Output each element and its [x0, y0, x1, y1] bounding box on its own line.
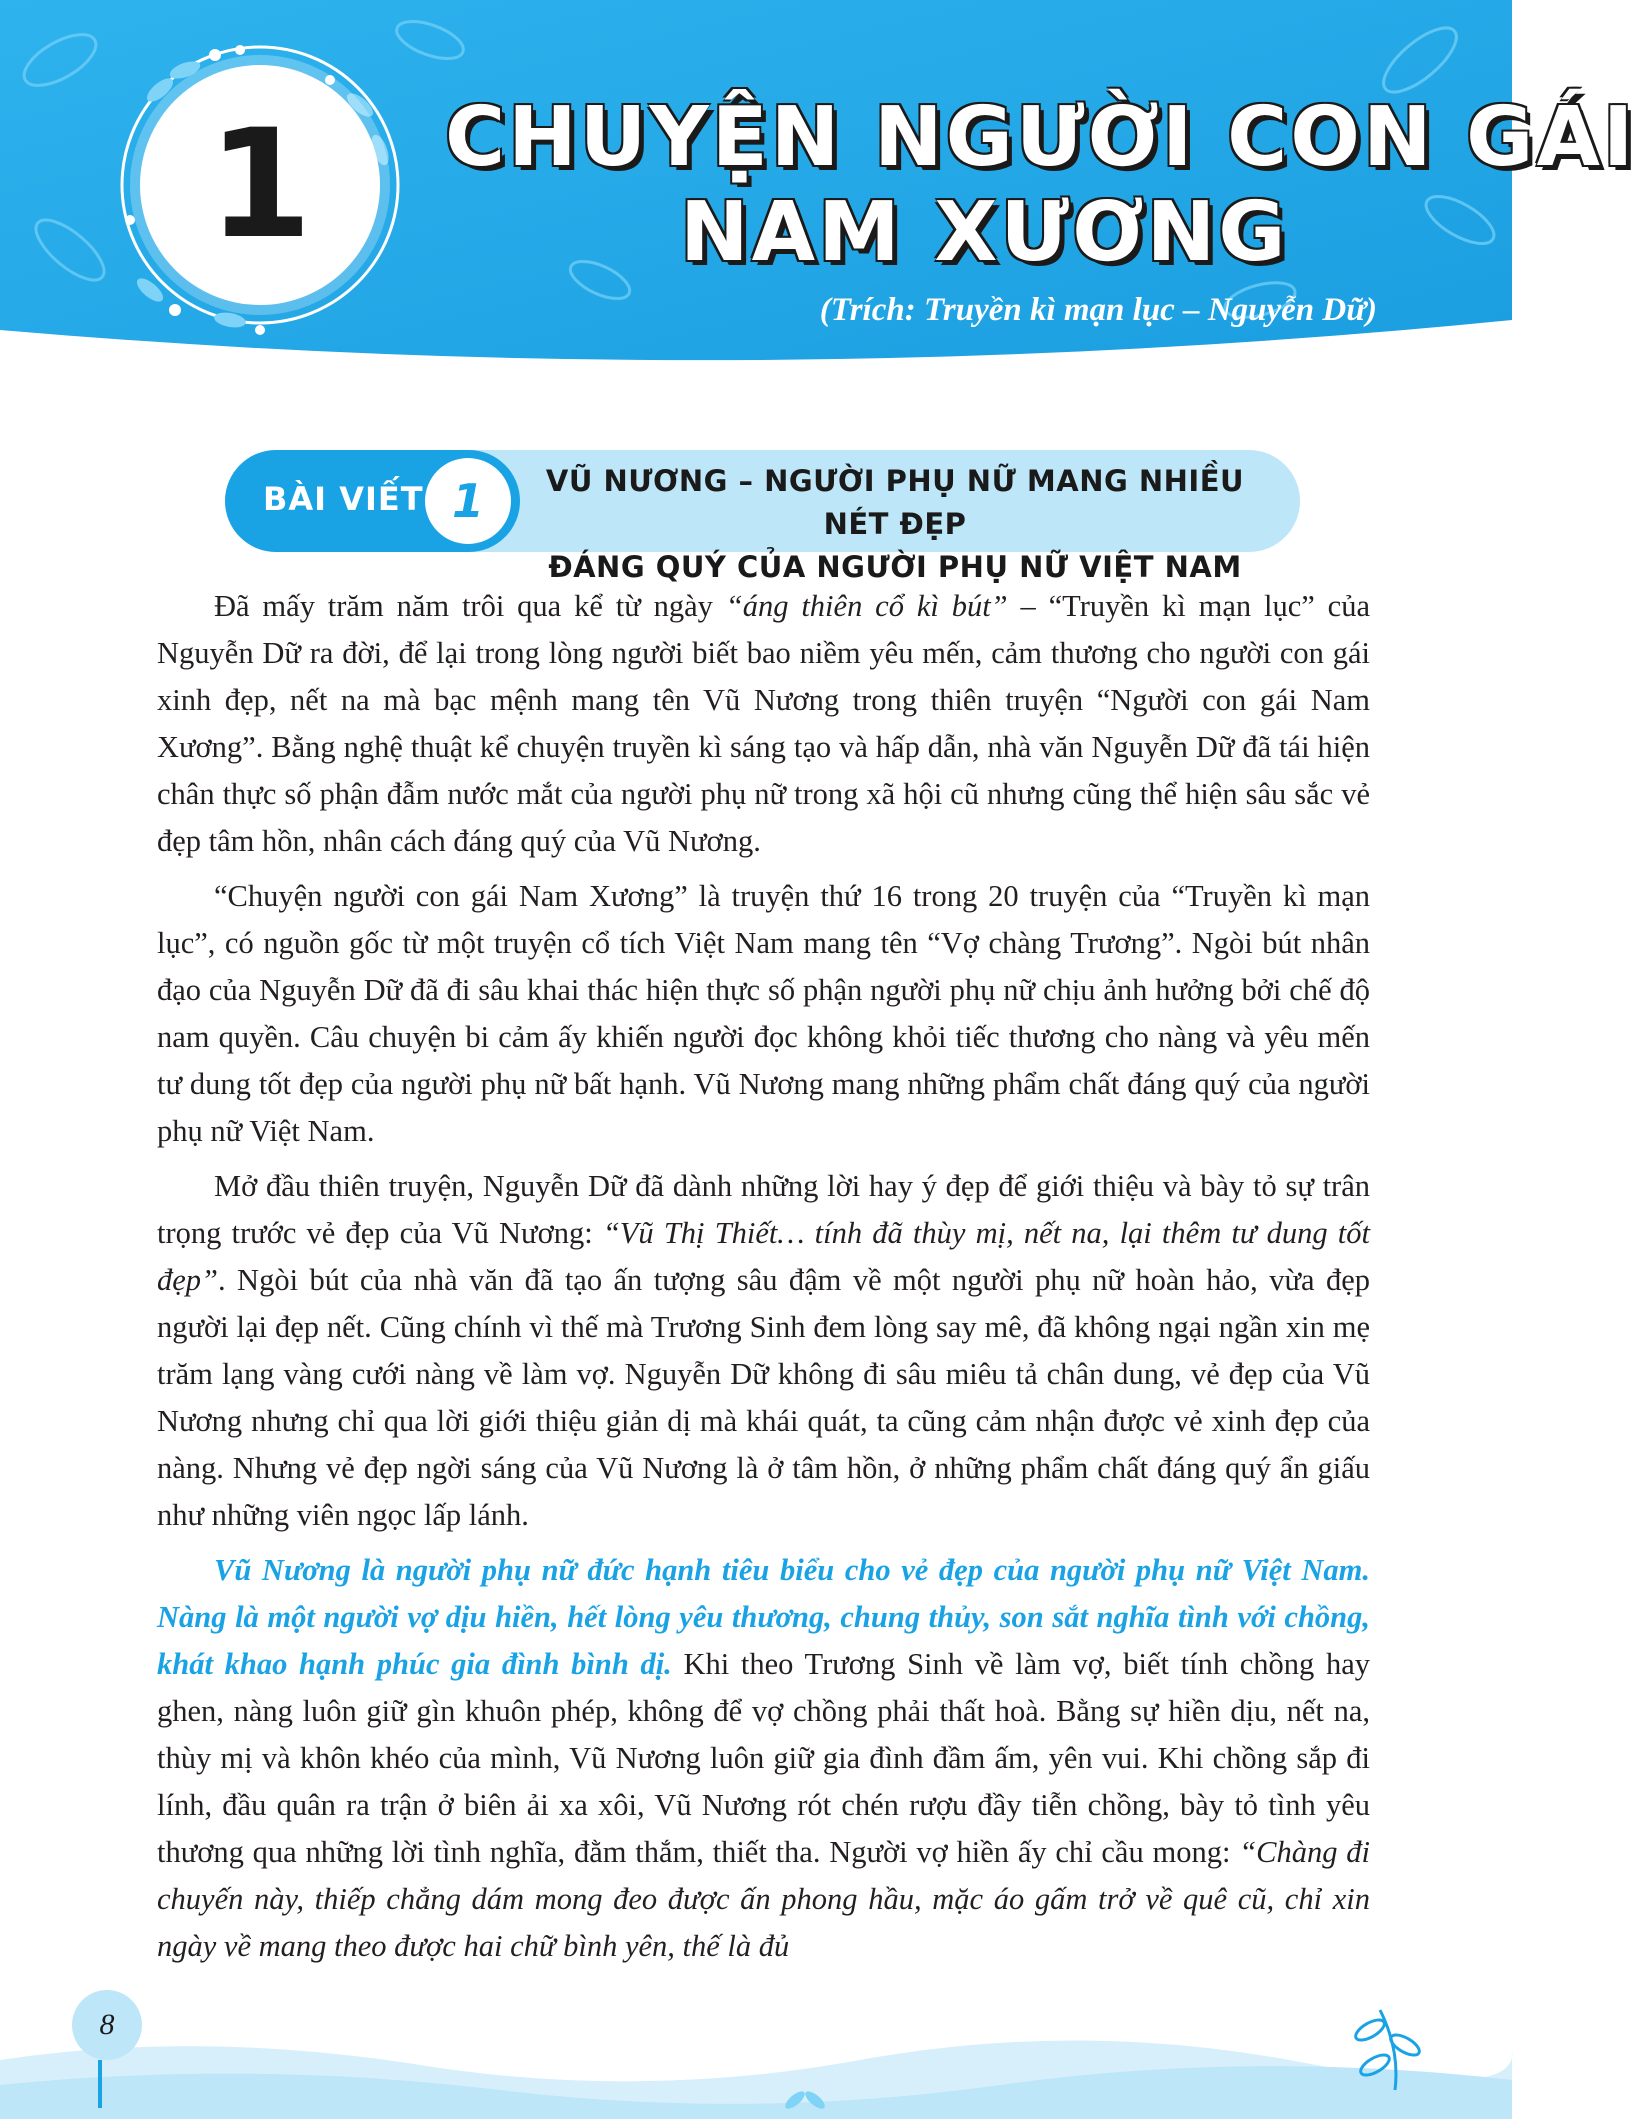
banner-number-badge: [425, 458, 511, 544]
page-number-badge: [72, 1990, 142, 2060]
paragraph-1-text-c: – “Truyền kì mạn lục” của Nguyễn Dữ ra đời, để lại trong lòng người biết bao niềm yêu mến, cảm thương cho người con gái xinh đẹp, nết na mà bạc mệnh mang tên Vũ Nương trong thiên truyện “Người con gái Nam Xương”. Bằng nghệ thuật kể chuyện truyền kì sáng tạo và hấp dẫn, nhà văn Nguyễn Dữ đã tái hiện chân thực số phận đẫm nước mắt của người phụ nữ trong xã hội cũ nhưng cũng thể hiện sâu sắc vẻ đẹp tâm hồn, nhân cách đáng quý của Vũ Nương.: [157, 589, 1371, 858]
chapter-title-line-1: CHUYỆN NGƯỜI CON GÁI: [445, 90, 1636, 185]
banner-title-line-1: VŨ NƯƠNG – NGƯỜI PHỤ NỮ MANG NHIỀU NÉT ĐẸP: [545, 464, 1245, 541]
chapter-number: 1: [207, 98, 313, 272]
paragraph-4-highlight: Vũ Nương là người phụ nữ đức hạnh tiêu biểu cho vẻ đẹp của người phụ nữ Việt Nam. Nàng là một người vợ dịu hiền, hết lòng yêu thương, chung thủy, son sắt nghĩa tình với chồng, khát khao hạnh phúc gia đình bình dị.: [157, 1553, 1370, 1681]
paragraph-3-text-a: Mở đầu thiên truyện, Nguyễn Dữ đã dành những lời hay ý đẹp để giới thiệu và bày tỏ sự trân trọng trước vẻ đẹp của Vũ Nương:: [157, 1169, 1370, 1250]
page-footer: [0, 1990, 1512, 2119]
footer-wave: [0, 1990, 1512, 2119]
paragraph-3-text-c: . Ngòi bút của nhà văn đã tạo ấn tượng sâu đậm về một người phụ nữ hoàn hảo, vừa đẹp người lại đẹp nết. Cũng chính vì thế mà Trương Sinh đem lòng say mê, đã không ngại ngần xin mẹ trăm lạng vàng cưới nàng về làm vợ. Nguyễn Dữ không đi sâu miêu tả chân dung, vẻ đẹp của Vũ Nương nhưng chỉ qua lời giới thiệu giản dị mà khái quát, ta cũng cảm nhận được vẻ xinh đẹp của nàng. Nhưng vẻ đẹp ngời sáng của Vũ Nương là ở tâm hồn, ở những phẩm chất đáng quý ẩn giấu như những viên ngọc lấp lánh.: [157, 1263, 1370, 1532]
banner-title: [525, 460, 1265, 589]
paragraph-1-text-a: Đã mấy trăm năm trôi qua kể từ ngày: [214, 589, 726, 623]
banner-label: BÀI VIẾT: [263, 480, 424, 518]
paragraph-4-quote: “Chàng đi chuyến này, thiếp chẳng dám mong đeo được ấn phong hầu, mặc áo gấm trở về quê cũ, chỉ xin ngày về mang theo được hai chữ bình yên, thế là đủ: [157, 1835, 1370, 1963]
banner-number: 1: [451, 474, 484, 528]
banner-label-pill: [225, 450, 520, 552]
paragraph-4: [157, 1547, 1370, 1970]
page-number: 8: [99, 2008, 115, 2041]
section-banner: [225, 450, 1300, 584]
source-note: (Trích: Truyền kì mạn lục – Nguyễn Dữ): [819, 292, 1377, 328]
chapter-header: [0, 0, 1636, 380]
paragraph-4-text-a: Khi theo Trương Sinh về làm vợ, biết tính chồng hay ghen, nàng luôn giữ gìn khuôn phép, không để vợ chồng phải thất hoà. Bằng sự hiền dịu, nết na, thùy mị và khôn khéo của mình, Vũ Nương luôn giữ gia đình đầm ấm, yên vui. Khi chồng sắp đi lính, đầu quân ra trận ở biên ải xa xôi, Vũ Nương rót chén rượu đầy tiễn chồng, bày tỏ tình yêu thương qua những lời tình nghĩa, đằm thắm, thiết tha. Người vợ hiền ấy chỉ cầu mong:: [157, 1647, 1370, 1869]
paragraph-1: [157, 583, 1370, 865]
chapter-number-badge: [140, 65, 380, 305]
chapter-title-line-2: NAM XƯƠNG: [680, 185, 1289, 280]
article-body: [157, 583, 1370, 1978]
paragraph-2: “Chuyện người con gái Nam Xương” là truyện thứ 16 trong 20 truyện của “Truyền kì mạn lục”, có nguồn gốc từ một truyện cổ tích Việt Nam mang tên “Vợ chàng Trương”. Ngòi bút nhân đạo của Nguyễn Dữ đã đi sâu khai thác hiện thực số phận người phụ nữ chịu ảnh hưởng bởi chế độ nam quyền. Câu chuyện bi cảm ấy khiến người đọc không khỏi tiếc thương cho nàng và yêu mến tư dung tốt đẹp của người phụ nữ bất hạnh. Vũ Nương mang những phẩm chất đáng quý của người phụ nữ Việt Nam.: [157, 879, 1370, 1148]
paragraph-1-quote: “áng thiên cổ kì bút”: [725, 589, 1008, 623]
banner-title-line-2: ĐÁNG QUÝ CỦA NGƯỜI PHỤ NỮ VIỆT NAM: [548, 550, 1242, 584]
paragraph-3-quote: “Vũ Thị Thiết… tính đã thùy mị, nết na, lại thêm tư dung tốt đẹp”: [157, 1216, 1370, 1297]
paragraph-3: [157, 1163, 1370, 1539]
